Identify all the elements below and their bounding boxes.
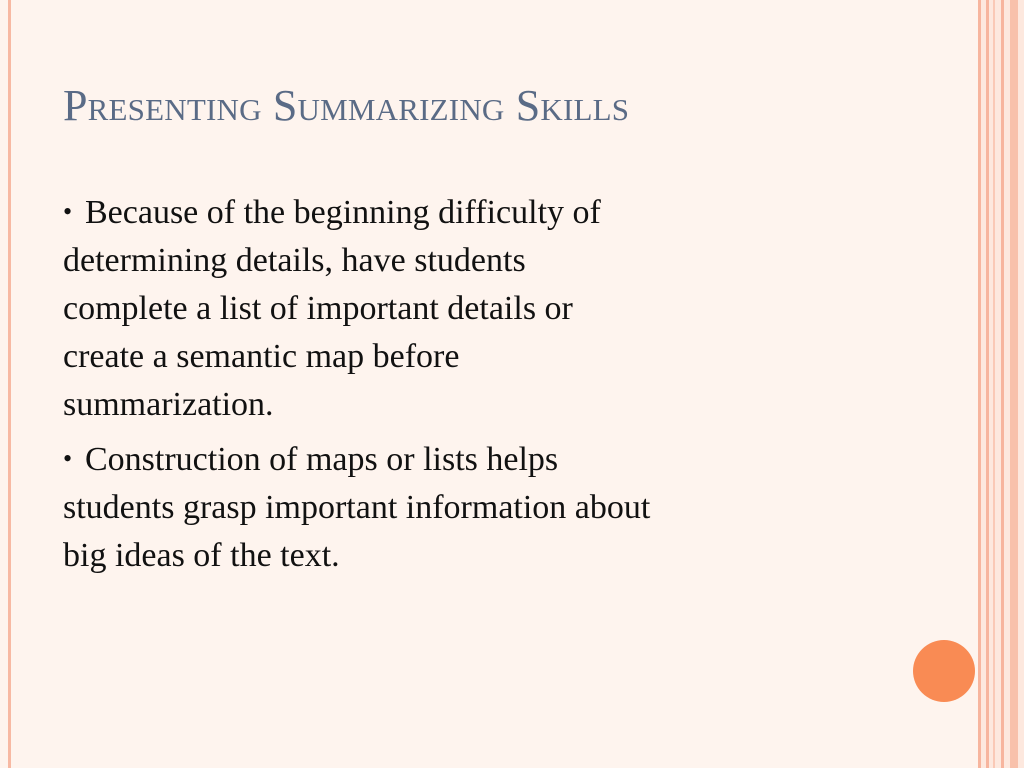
bullet-line: complete a list of important details or (63, 290, 573, 327)
bullet-line: summarization. (63, 386, 274, 423)
bullet-text: Because of the beginning difficulty of (85, 194, 601, 231)
bullet-line: students grasp important information about (63, 489, 651, 526)
bullet-list (63, 188, 903, 586)
bullet-item (63, 188, 903, 429)
right-border-stripe (993, 0, 995, 768)
bullet-item (63, 435, 903, 580)
right-border-stripe (1010, 0, 1018, 768)
decorative-orange-circle (913, 640, 975, 702)
bullet-line: big ideas of the text. (63, 537, 340, 574)
bullet-icon: • (63, 444, 73, 473)
bullet-text: Construction of maps or lists helps (85, 441, 559, 478)
right-border-stripe (986, 0, 989, 768)
right-border-stripe (1001, 0, 1004, 768)
bullet-line: create a semantic map before (63, 338, 460, 375)
bullet-icon: • (63, 197, 73, 226)
bullet-line (63, 435, 903, 484)
bullet-line (63, 188, 903, 237)
right-border-stripe (978, 0, 981, 768)
bullet-line: determining details, have students (63, 242, 526, 279)
left-border-stripe (8, 0, 11, 768)
slide-title: Presenting Summarizing Skills (63, 81, 630, 130)
